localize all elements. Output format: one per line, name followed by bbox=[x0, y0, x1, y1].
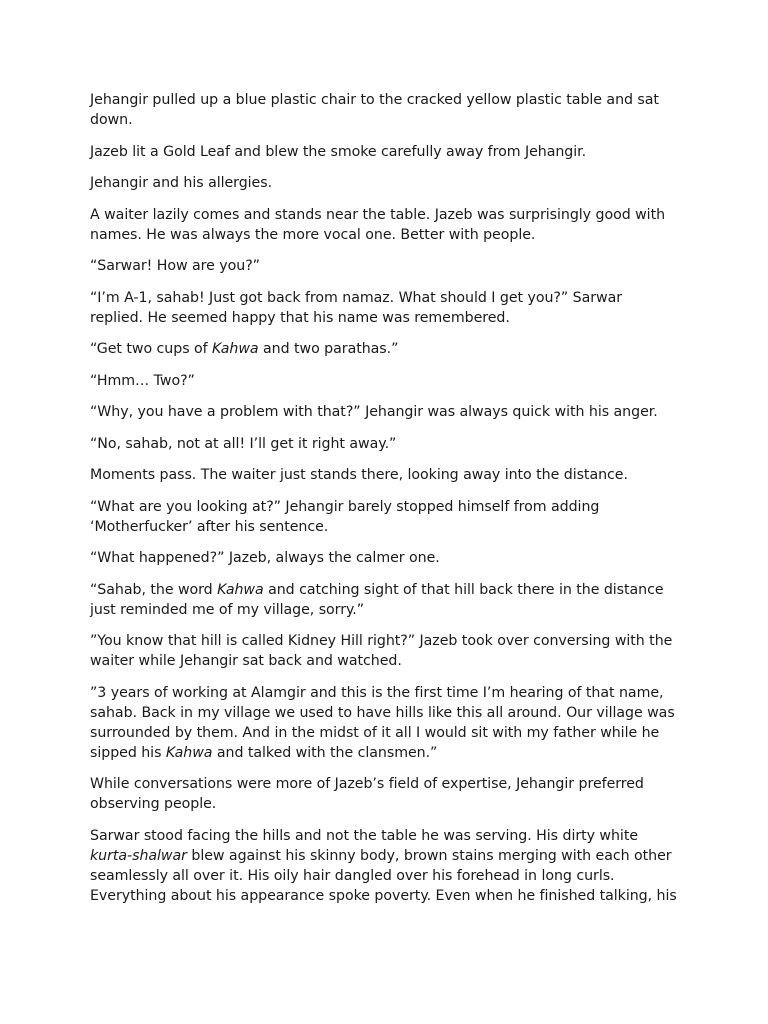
text-run: and catching sight of that hill back there in the distance just reminded me of my village, sorry.” bbox=[90, 581, 664, 618]
italic-text: Kahwa bbox=[165, 744, 213, 761]
paragraph bbox=[90, 142, 678, 162]
italic-text: Kahwa bbox=[217, 581, 264, 598]
paragraph bbox=[90, 288, 678, 328]
story-body bbox=[90, 90, 678, 906]
paragraph bbox=[90, 548, 678, 568]
text-run: “What happened?” Jazeb, always the calmer one. bbox=[90, 550, 440, 566]
text-run: “What are you looking at?” Jehangir barely stopped himself from adding ‘Motherfucker’ after his sentence. bbox=[90, 498, 600, 535]
italic-text: kurta-shalwar bbox=[90, 847, 187, 864]
paragraph bbox=[90, 402, 678, 422]
paragraph bbox=[90, 371, 678, 391]
text-run: Jehangir pulled up a blue plastic chair to the cracked yellow plastic table and sat down. bbox=[90, 92, 659, 128]
paragraph bbox=[90, 465, 678, 485]
paragraph bbox=[90, 90, 678, 130]
text-run: ”3 years of working at Alamgir and this is the first time I’m hearing of that name, sahab. Back in my village we used to have hills like this all around. Our village was surrounded by them. And in the midst of it all I would sit with my father while he sipped his bbox=[90, 684, 675, 761]
text-run: “I’m A-1, sahab! Just got back from namaz. What should I get you?” Sarwar replied. He seemed happy that his name was remembered. bbox=[90, 289, 622, 326]
text-run: Sarwar stood facing the hills and not the table he was serving. His dirty white bbox=[90, 827, 639, 844]
text-run: “Hmm… Two?” bbox=[90, 372, 195, 389]
text-run: “Why, you have a problem with that?” Jehangir was always quick with his anger. bbox=[90, 404, 658, 420]
italic-text: Kahwa bbox=[212, 341, 259, 357]
paragraph bbox=[90, 256, 678, 276]
text-run: “Sarwar! How are you?” bbox=[90, 258, 260, 274]
paragraph bbox=[90, 826, 678, 906]
text-run: Moments pass. The waiter just stands there, looking away into the distance. bbox=[90, 467, 628, 483]
text-run: Jehangir and his allergies. bbox=[90, 175, 273, 191]
text-run: and two parathas.” bbox=[258, 341, 399, 357]
paragraph bbox=[90, 580, 678, 620]
text-run: and talked with the clansmen.” bbox=[212, 744, 438, 761]
text-run: A waiter lazily comes and stands near the table. Jazeb was surprisingly good with names. He was always the more vocal one. Better with people. bbox=[90, 206, 666, 243]
paragraph bbox=[90, 683, 678, 763]
paragraph bbox=[90, 497, 678, 537]
paragraph bbox=[90, 173, 678, 193]
paragraph bbox=[90, 205, 678, 245]
paragraph bbox=[90, 434, 678, 454]
text-run: “Get two cups of bbox=[90, 341, 213, 357]
text-run: “Sahab, the word bbox=[90, 581, 218, 598]
text-run: ”You know that hill is called Kidney Hill right?” Jazeb took over conversing with the waiter while Jehangir sat back and watched. bbox=[90, 633, 673, 669]
text-run: blew against his skinny body, brown stains merging with each other seamlessly all over it. His oily hair dangled over his forehead in long curls. Everything about his appearance spoke poverty. Even when he finished talking, his bbox=[90, 847, 677, 904]
text-run: While conversations were more of Jazeb’s field of expertise, Jehangir preferred observing people. bbox=[90, 776, 644, 812]
paragraph bbox=[90, 631, 678, 671]
paragraph bbox=[90, 774, 678, 814]
paragraph bbox=[90, 339, 678, 359]
text-run: “No, sahab, not at all! I’ll get it right away.” bbox=[90, 435, 397, 452]
text-run: Jazeb lit a Gold Leaf and blew the smoke carefully away from Jehangir. bbox=[90, 143, 587, 160]
